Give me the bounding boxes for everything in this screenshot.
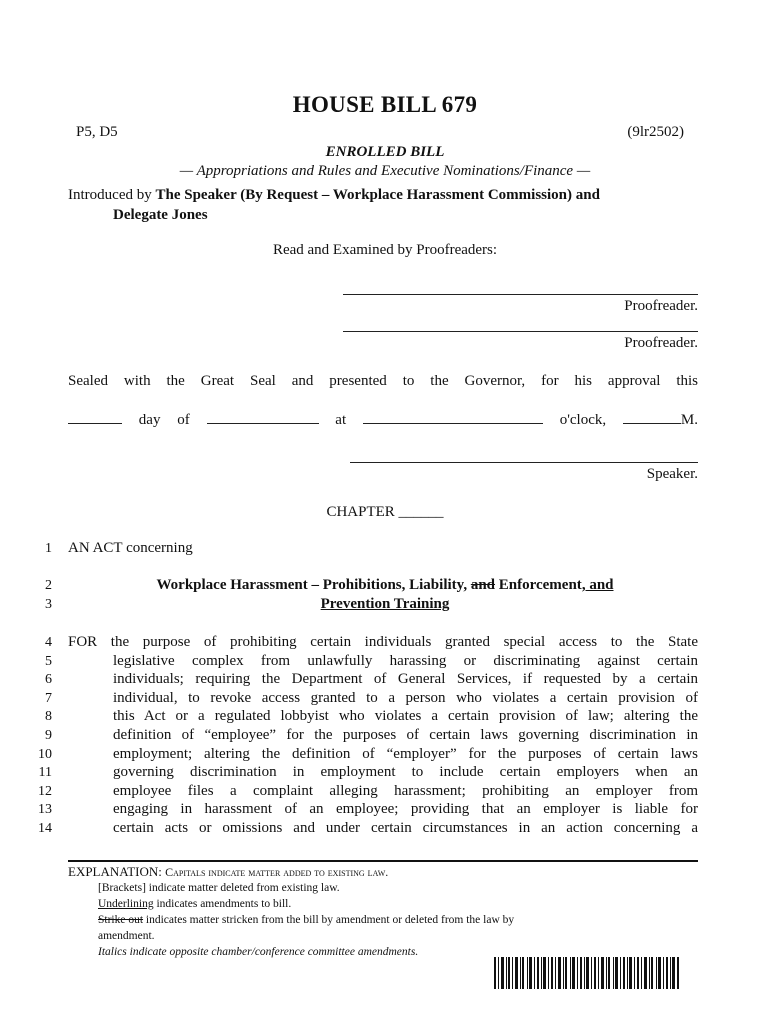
line-number: 4 (45, 635, 52, 650)
sponsor-line-2: Delegate Jones (113, 207, 208, 223)
day-blank (68, 409, 122, 424)
purpose-line: governing discrimination in employment to include certain employers when an (113, 764, 698, 780)
committees: — Appropriations and Rules and Executive Nominations/Finance — (179, 163, 591, 179)
date-time-line (68, 409, 698, 429)
purpose-line: individuals; requiring the Department of General Services, if requested by a certain (113, 671, 698, 687)
line-number: 9 (45, 728, 52, 743)
brackets-rest: indicate matter deleted from existing law. (145, 882, 340, 894)
time-blank (363, 409, 543, 424)
explanation-label: EXPLANATION: (68, 864, 166, 879)
introduced-by (68, 185, 700, 225)
of-label: of (177, 412, 190, 428)
act-concerning: AN ACT concerning (68, 540, 193, 556)
bracket-open: [ (98, 882, 102, 894)
read-examined-label: Read and Examined by Proofreaders: (272, 242, 498, 258)
subject-codes: P5, D5 (76, 124, 118, 140)
purpose-line: FOR the purpose of prohibiting certain individuals granted special access to the State (68, 634, 698, 650)
meridiem-blank (623, 409, 681, 424)
title-added-words: , and (581, 577, 614, 593)
act-title-line-2: Prevention Training (320, 596, 450, 612)
title-part-1: Workplace Harassment – Prohibitions, Liability, (156, 577, 471, 593)
title-stricken-word: and (470, 577, 496, 593)
barcode-image (494, 957, 680, 989)
speaker-signature-line (350, 462, 698, 463)
explanation-legend (68, 864, 698, 960)
strike-note (68, 912, 698, 928)
day-label: day (138, 412, 161, 428)
underline-word: Underlining (98, 898, 154, 910)
title-part-2: Enforcement (495, 577, 582, 593)
chapter-label: CHAPTER ______ (326, 504, 444, 520)
purpose-line: this Act or a regulated lobbyist who violates a certain provision of law; altering the (113, 708, 698, 724)
at-label: at (335, 412, 347, 428)
line-number: 12 (38, 784, 52, 799)
proofreader-signature-line-1 (343, 294, 698, 295)
proofreader-label-1: Proofreader. (624, 298, 698, 314)
bracket-close: ] (142, 882, 146, 894)
purpose-line: employment; altering the definition of “employer” for the purposes of certain laws (113, 746, 698, 762)
speaker-label: Speaker. (646, 466, 698, 482)
introduced-prefix: Introduced by (68, 187, 156, 203)
sponsor-line-1: The Speaker (By Request – Workplace Harassment Commission) and (155, 187, 600, 203)
line-number: 3 (45, 597, 52, 612)
strike-note-continued: amendment. (98, 930, 155, 942)
line-number: 1 (45, 541, 52, 556)
underline-rest: indicates amendments to bill. (153, 898, 292, 910)
proofreader-signature-line-2 (343, 331, 698, 332)
bill-title: HOUSE BILL 679 (292, 92, 478, 117)
bill-draft-number: (9lr2502) (627, 124, 684, 140)
oclock-label: o'clock, (559, 412, 607, 428)
purpose-line: definition of “employee” for the purposes of certain laws governing discrimination in (113, 727, 698, 743)
brackets-word: Brackets (101, 882, 143, 894)
line-number: 8 (45, 709, 52, 724)
line-number: 10 (38, 747, 52, 762)
line-number: 13 (38, 802, 52, 817)
purpose-line: legislative complex from unlawfully harassing or discriminating against certain (113, 653, 698, 669)
strike-word: Strike out (98, 914, 144, 926)
purpose-line: certain acts or omissions and under certain circumstances in an action concerning a (113, 820, 698, 836)
underline-note (68, 896, 698, 912)
italics-note: Italics indicate opposite chamber/conference committee amendments. (98, 946, 419, 958)
explanation-divider (68, 860, 698, 862)
purpose-line: employee files a complaint alleging harassment; prohibiting an employer from (113, 783, 698, 799)
strike-rest: indicates matter stricken from the bill by amendment or deleted from the law by (143, 914, 515, 926)
act-title-line-1 (0, 577, 770, 594)
brackets-note (68, 880, 698, 896)
sealed-statement: Sealed with the Great Seal and presented to the Governor, for his approval this (68, 373, 698, 389)
line-number: 6 (45, 672, 52, 687)
meridiem-label: M. (680, 412, 698, 428)
purpose-line: individual, to revoke access granted to a person who violates a certain provision of (113, 690, 698, 706)
capitals-note: Capitals indicate matter added to existing law. (165, 865, 389, 879)
meridiem-field (623, 409, 698, 429)
line-number: 7 (45, 691, 52, 706)
month-blank (207, 409, 319, 424)
line-number: 14 (38, 821, 52, 836)
proofreader-label-2: Proofreader. (624, 335, 698, 351)
line-number: 11 (38, 765, 52, 780)
line-number: 2 (45, 578, 52, 593)
line-number: 5 (45, 654, 52, 669)
purpose-line: engaging in harassment of an employee; providing that an employer is liable for (113, 801, 698, 817)
enrolled-status: ENROLLED BILL (325, 144, 445, 160)
